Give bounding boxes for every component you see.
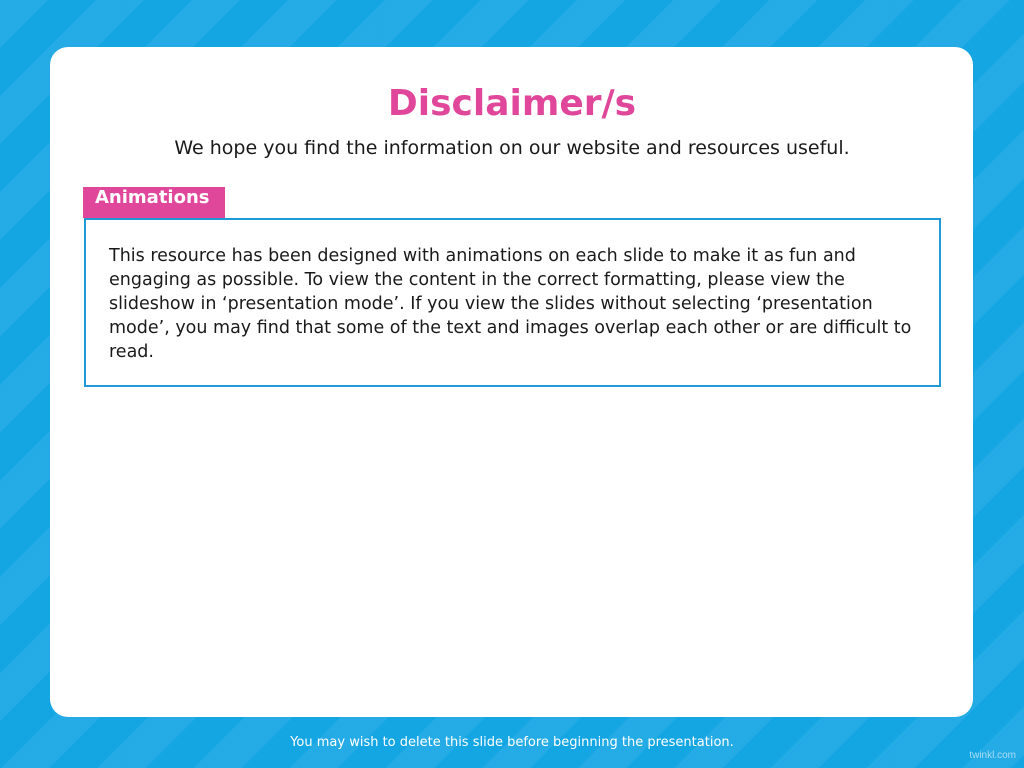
notice-text: This resource has been designed with animations on each slide to make it as fun and engaging as possible. To view the content in the correct formatting, please view the slideshow in ‘presentation mode’. If you view the slides without selecting ‘presentation mode’, you may find that some of the text and images overlap each other or are difficult to read. bbox=[109, 246, 912, 362]
slide-title: Disclaimer/s bbox=[387, 83, 637, 124]
watermark-logo: twinkl.com bbox=[969, 750, 1016, 761]
animations-tab-label: Animations bbox=[83, 187, 225, 218]
notice-box bbox=[84, 218, 941, 387]
slide-subtitle: We hope you find the information on our website and resources useful. bbox=[174, 137, 850, 159]
footer-note: You may wish to delete this slide before beginning the presentation. bbox=[290, 735, 734, 750]
